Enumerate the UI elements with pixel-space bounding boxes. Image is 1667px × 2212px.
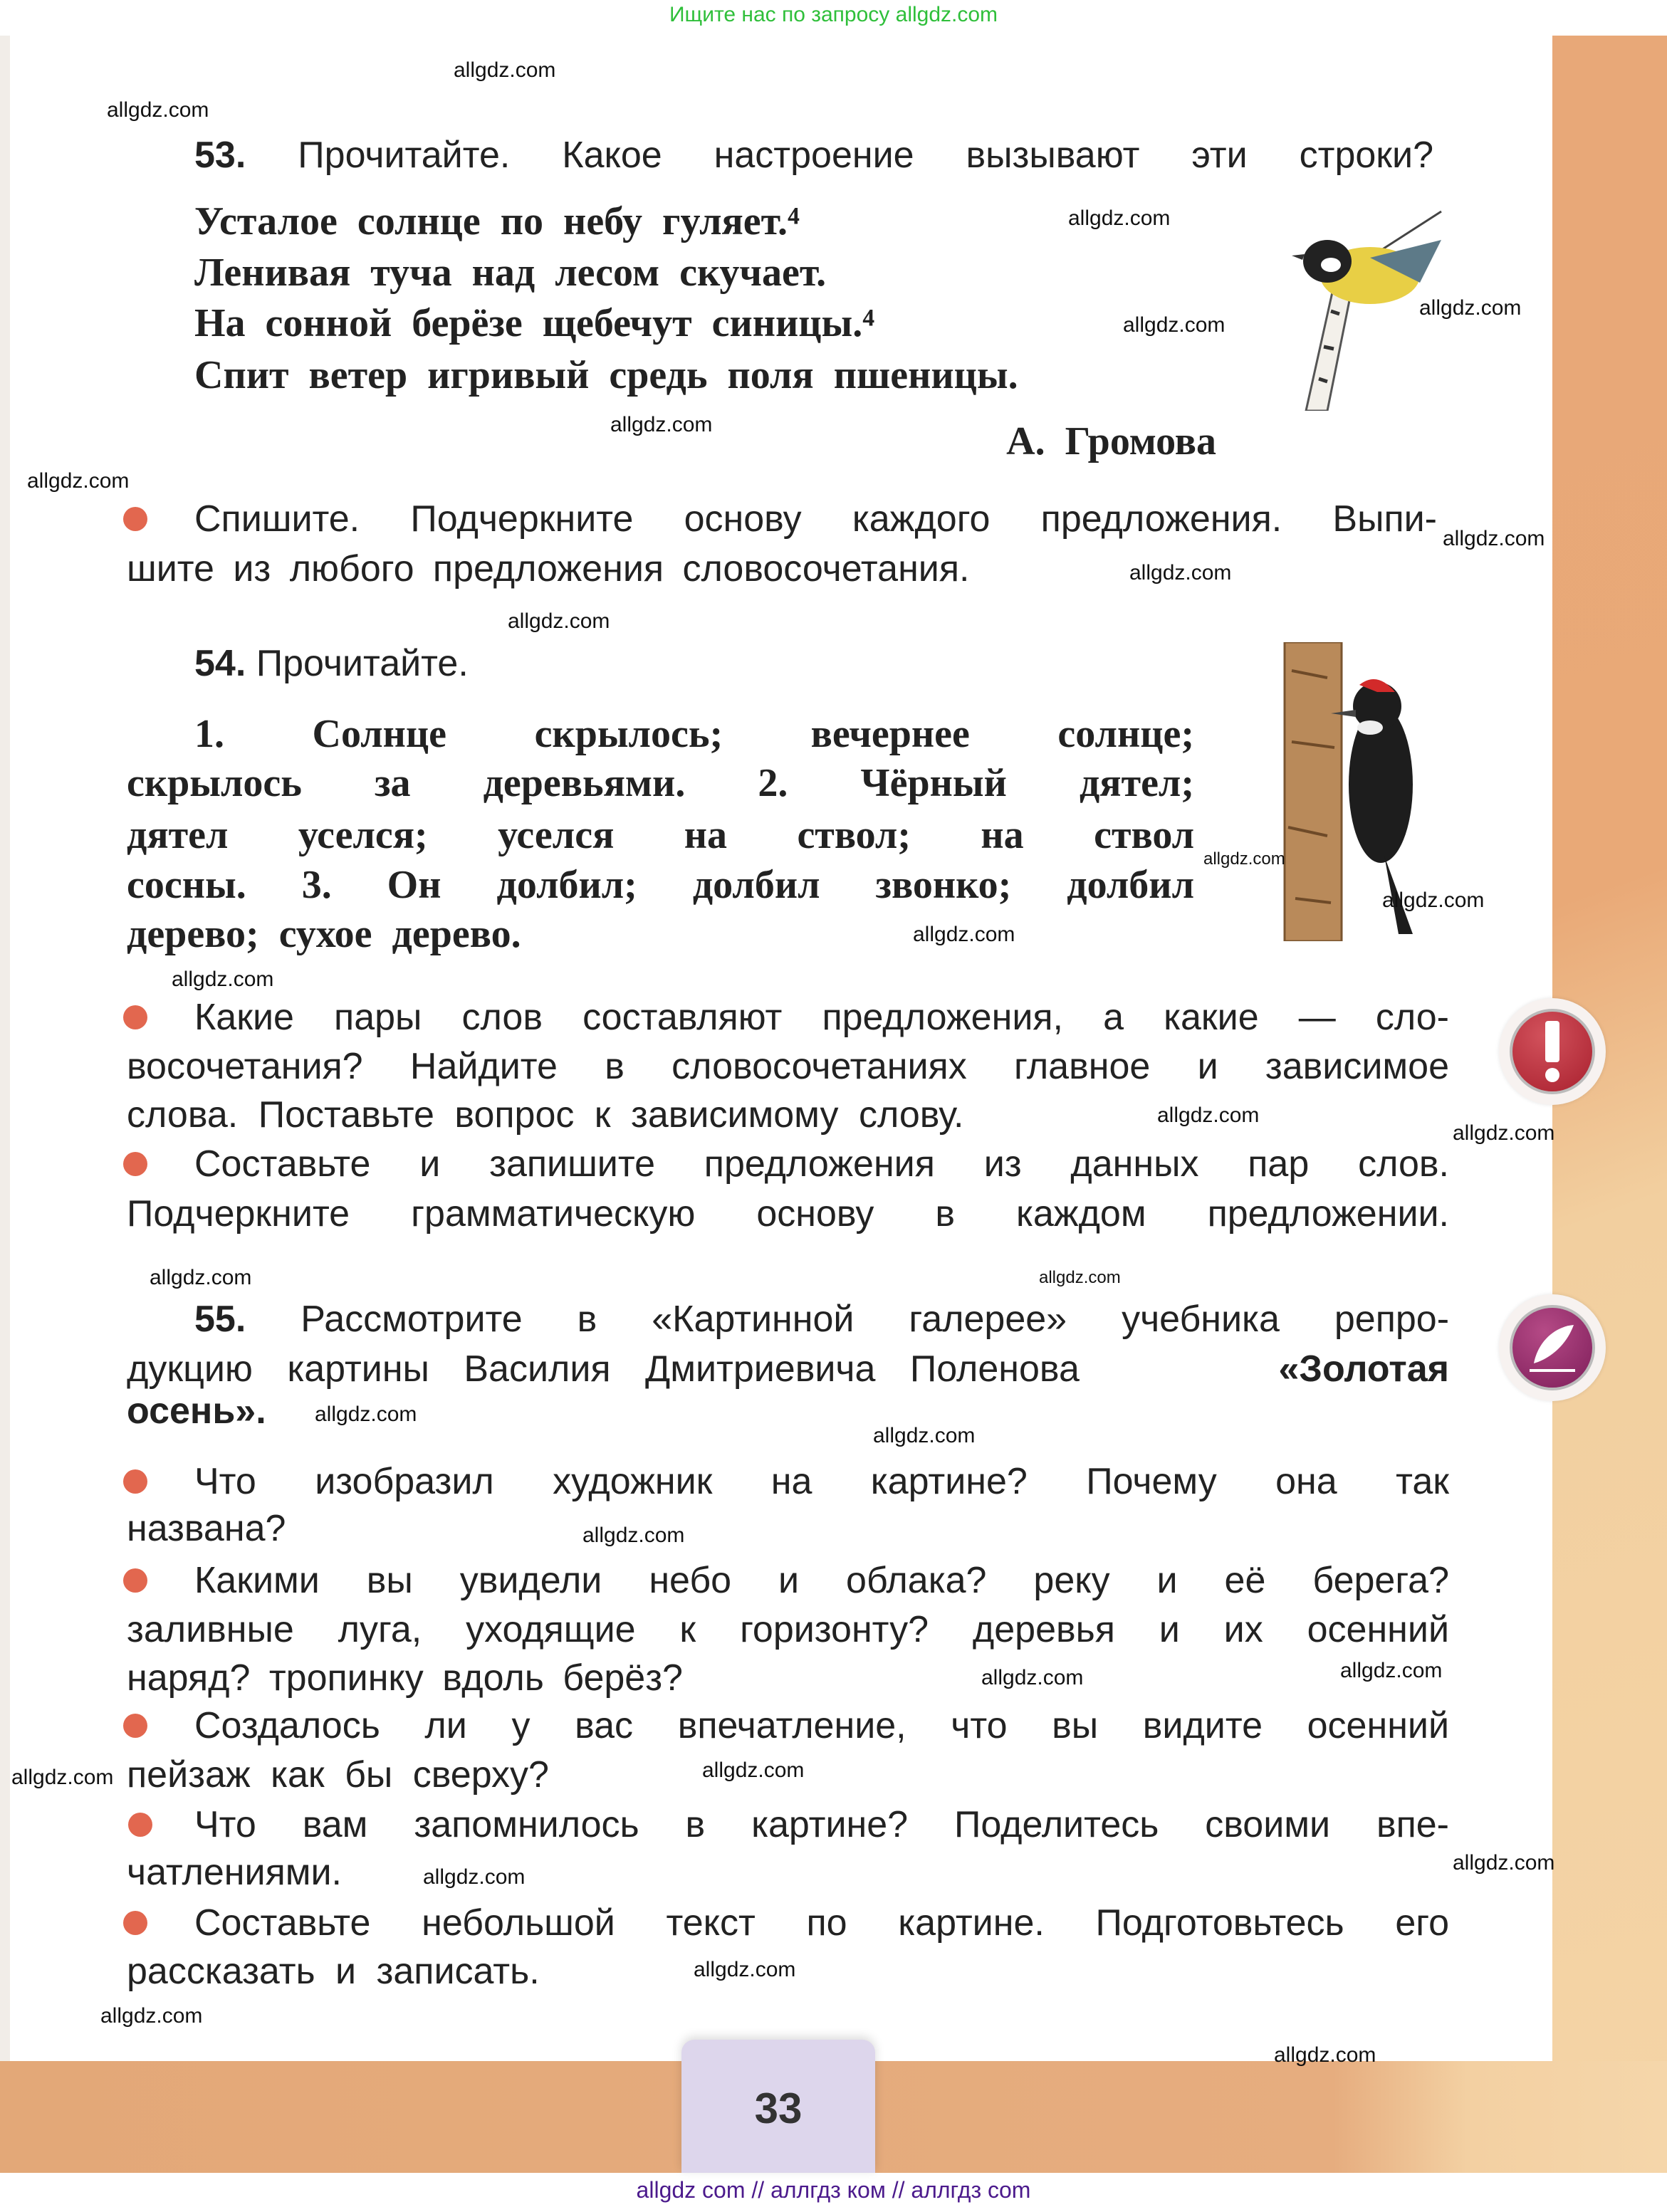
ex54-text-line: дятел уселся; уселся на ствол; на ствол — [127, 813, 1194, 857]
ex55-task-text: дукцию картины Василия Дмитриевича Поленова — [127, 1348, 1080, 1390]
page-edge — [0, 36, 10, 2061]
ex55-number: 55. — [194, 1299, 246, 1340]
watermark: allgdz.com — [1157, 1104, 1260, 1127]
watermark: allgdz.com — [873, 1424, 976, 1447]
ex53-task: Прочитайте. Какое настроение вызывают эти строки? — [298, 135, 1433, 176]
ex53-instruction-line: шите из любого предложения словосочетания. — [127, 548, 970, 589]
watermark: allgdz.com — [981, 1666, 1084, 1689]
watermark: allgdz.com — [582, 1524, 685, 1547]
bullet-icon — [128, 1813, 152, 1837]
ex54-q-line: Какие пары слов составляют предложения, а какие — сло- — [194, 997, 1449, 1038]
ex55-q-line: Создалось ли у вас впечатление, что вы видите осенний — [194, 1705, 1449, 1746]
poem-line: Усталое солнце по небу гуляет.⁴ — [194, 199, 800, 243]
watermark: allgdz.com — [1203, 849, 1285, 869]
bullet-icon — [123, 1911, 147, 1935]
watermark: allgdz.com — [1453, 1121, 1555, 1145]
watermark: allgdz.com — [1382, 889, 1485, 912]
ex54-number: 54. — [194, 643, 246, 684]
ex54-text-line: сосны. 3. Он долбил; долбил звонко; долбил — [127, 863, 1194, 907]
banner[interactable]: Ищите нас по запросу allgdz.com — [669, 3, 998, 26]
watermark: allgdz.com — [172, 968, 274, 991]
page-number-tab — [681, 2040, 875, 2173]
watermark: allgdz.com — [1068, 206, 1171, 230]
watermark: allgdz.com — [100, 2004, 203, 2028]
ex54-q-line: Подчеркните грамматическую основу в каждом предложении. — [127, 1193, 1449, 1235]
ex53-heading — [194, 131, 1433, 179]
ex53-instruction-line: Спишите. Подчеркните основу каждого предложения. Выпи- — [194, 498, 1437, 540]
ex55-q-line: чатлениями. — [127, 1852, 342, 1893]
poem-line: На сонной берёзе щебечут синицы.⁴ — [194, 301, 875, 345]
bullet-icon — [123, 507, 147, 531]
ex55-q-line: Что изобразил художник на картине? Почему она так — [194, 1461, 1449, 1502]
watermark: allgdz.com — [107, 98, 209, 122]
ex55-task-line: Рассмотрите в «Картинной галерее» учебника репро- — [301, 1299, 1450, 1340]
watermark: allgdz.com — [423, 1865, 526, 1889]
watermark: allgdz.com — [315, 1403, 417, 1426]
poem-author: А. Громова — [1006, 419, 1216, 463]
ex55-q-line: заливные луга, уходящие к горизонту? деревья и их осенний — [127, 1609, 1449, 1650]
ex54-text-line: скрылось за деревьями. 2. Чёрный дятел; — [127, 761, 1194, 805]
writing-badge — [1499, 1294, 1606, 1401]
watermark: allgdz.com — [1274, 2043, 1376, 2067]
ex54-task: Прочитайте. — [256, 643, 469, 684]
watermark: allgdz.com — [694, 1958, 796, 1981]
ex53-number: 53. — [194, 135, 246, 176]
ex55-q-line: наряд? тропинку вдоль берёз? — [127, 1657, 683, 1699]
watermark: allgdz.com — [1453, 1851, 1555, 1875]
ex54-text-line: 1. Солнце скрылось; вечернее солнце; — [194, 712, 1194, 756]
watermark: allgdz.com — [1443, 527, 1545, 550]
ex55-q-line: пейзаж как бы сверху? — [127, 1754, 549, 1796]
ex55-q-line: рассказать и записать. — [127, 1951, 540, 1992]
feather-icon — [1524, 1319, 1581, 1376]
watermark: allgdz.com — [1129, 561, 1232, 585]
watermark: allgdz.com — [1419, 296, 1522, 320]
ex54-q-line: Составьте и запишите предложения из данных пар слов. — [194, 1143, 1449, 1185]
watermark: allgdz.com — [610, 413, 713, 436]
ex54-heading — [194, 639, 469, 688]
watermark: allgdz.com — [1340, 1659, 1443, 1682]
watermark: allgdz.com — [1123, 313, 1226, 337]
watermark: allgdz.com — [150, 1266, 252, 1289]
footer-links[interactable]: allgdz com // аллгдз ком // аллгдз com — [636, 2177, 1031, 2203]
ex55-heading — [194, 1295, 1449, 1343]
ex55-q-line: Составьте небольшой текст по картине. Подготовьтесь его — [194, 1902, 1449, 1944]
ex55-q-line: названа? — [127, 1508, 286, 1549]
watermark: allgdz.com — [11, 1766, 114, 1789]
watermark: allgdz.com — [702, 1758, 805, 1782]
ex54-q-line: слова. Поставьте вопрос к зависимому слову. — [127, 1094, 964, 1136]
ex55-q-line: Что вам запомнилось в картине? Поделитесь своими впе- — [194, 1804, 1449, 1845]
ex54-text-line: дерево; сухое дерево. — [127, 912, 521, 956]
exclamation-icon — [1538, 1019, 1567, 1084]
painting-title: «Золотая — [1278, 1348, 1449, 1390]
watermark: allgdz.com — [913, 923, 1015, 946]
bullet-icon — [123, 1152, 147, 1176]
watermark: allgdz.com — [508, 609, 610, 633]
ex55-task-line — [127, 1345, 1449, 1393]
watermark: allgdz.com — [1039, 1268, 1121, 1287]
ex55-q-line: Какими вы увидели небо и облака? реку и её берега? — [194, 1560, 1449, 1601]
page-number: 33 — [754, 2085, 803, 2132]
attention-badge — [1499, 998, 1606, 1105]
bullet-icon — [123, 1005, 147, 1029]
bullet-icon — [123, 1469, 147, 1494]
poem-line: Ленивая туча над лесом скучает. — [194, 251, 827, 295]
bullet-icon — [123, 1714, 147, 1738]
ex55-task-line-end: осень». — [127, 1390, 266, 1432]
poem-line: Спит ветер игривый средь поля пшеницы. — [194, 353, 1018, 397]
watermark: allgdz.com — [27, 469, 130, 493]
watermark: allgdz.com — [454, 58, 556, 82]
bullet-icon — [123, 1568, 147, 1593]
ex54-q-line: восочетания? Найдите в словосочетаниях главное и зависимое — [127, 1046, 1449, 1087]
right-margin-strip — [1552, 36, 1667, 2173]
